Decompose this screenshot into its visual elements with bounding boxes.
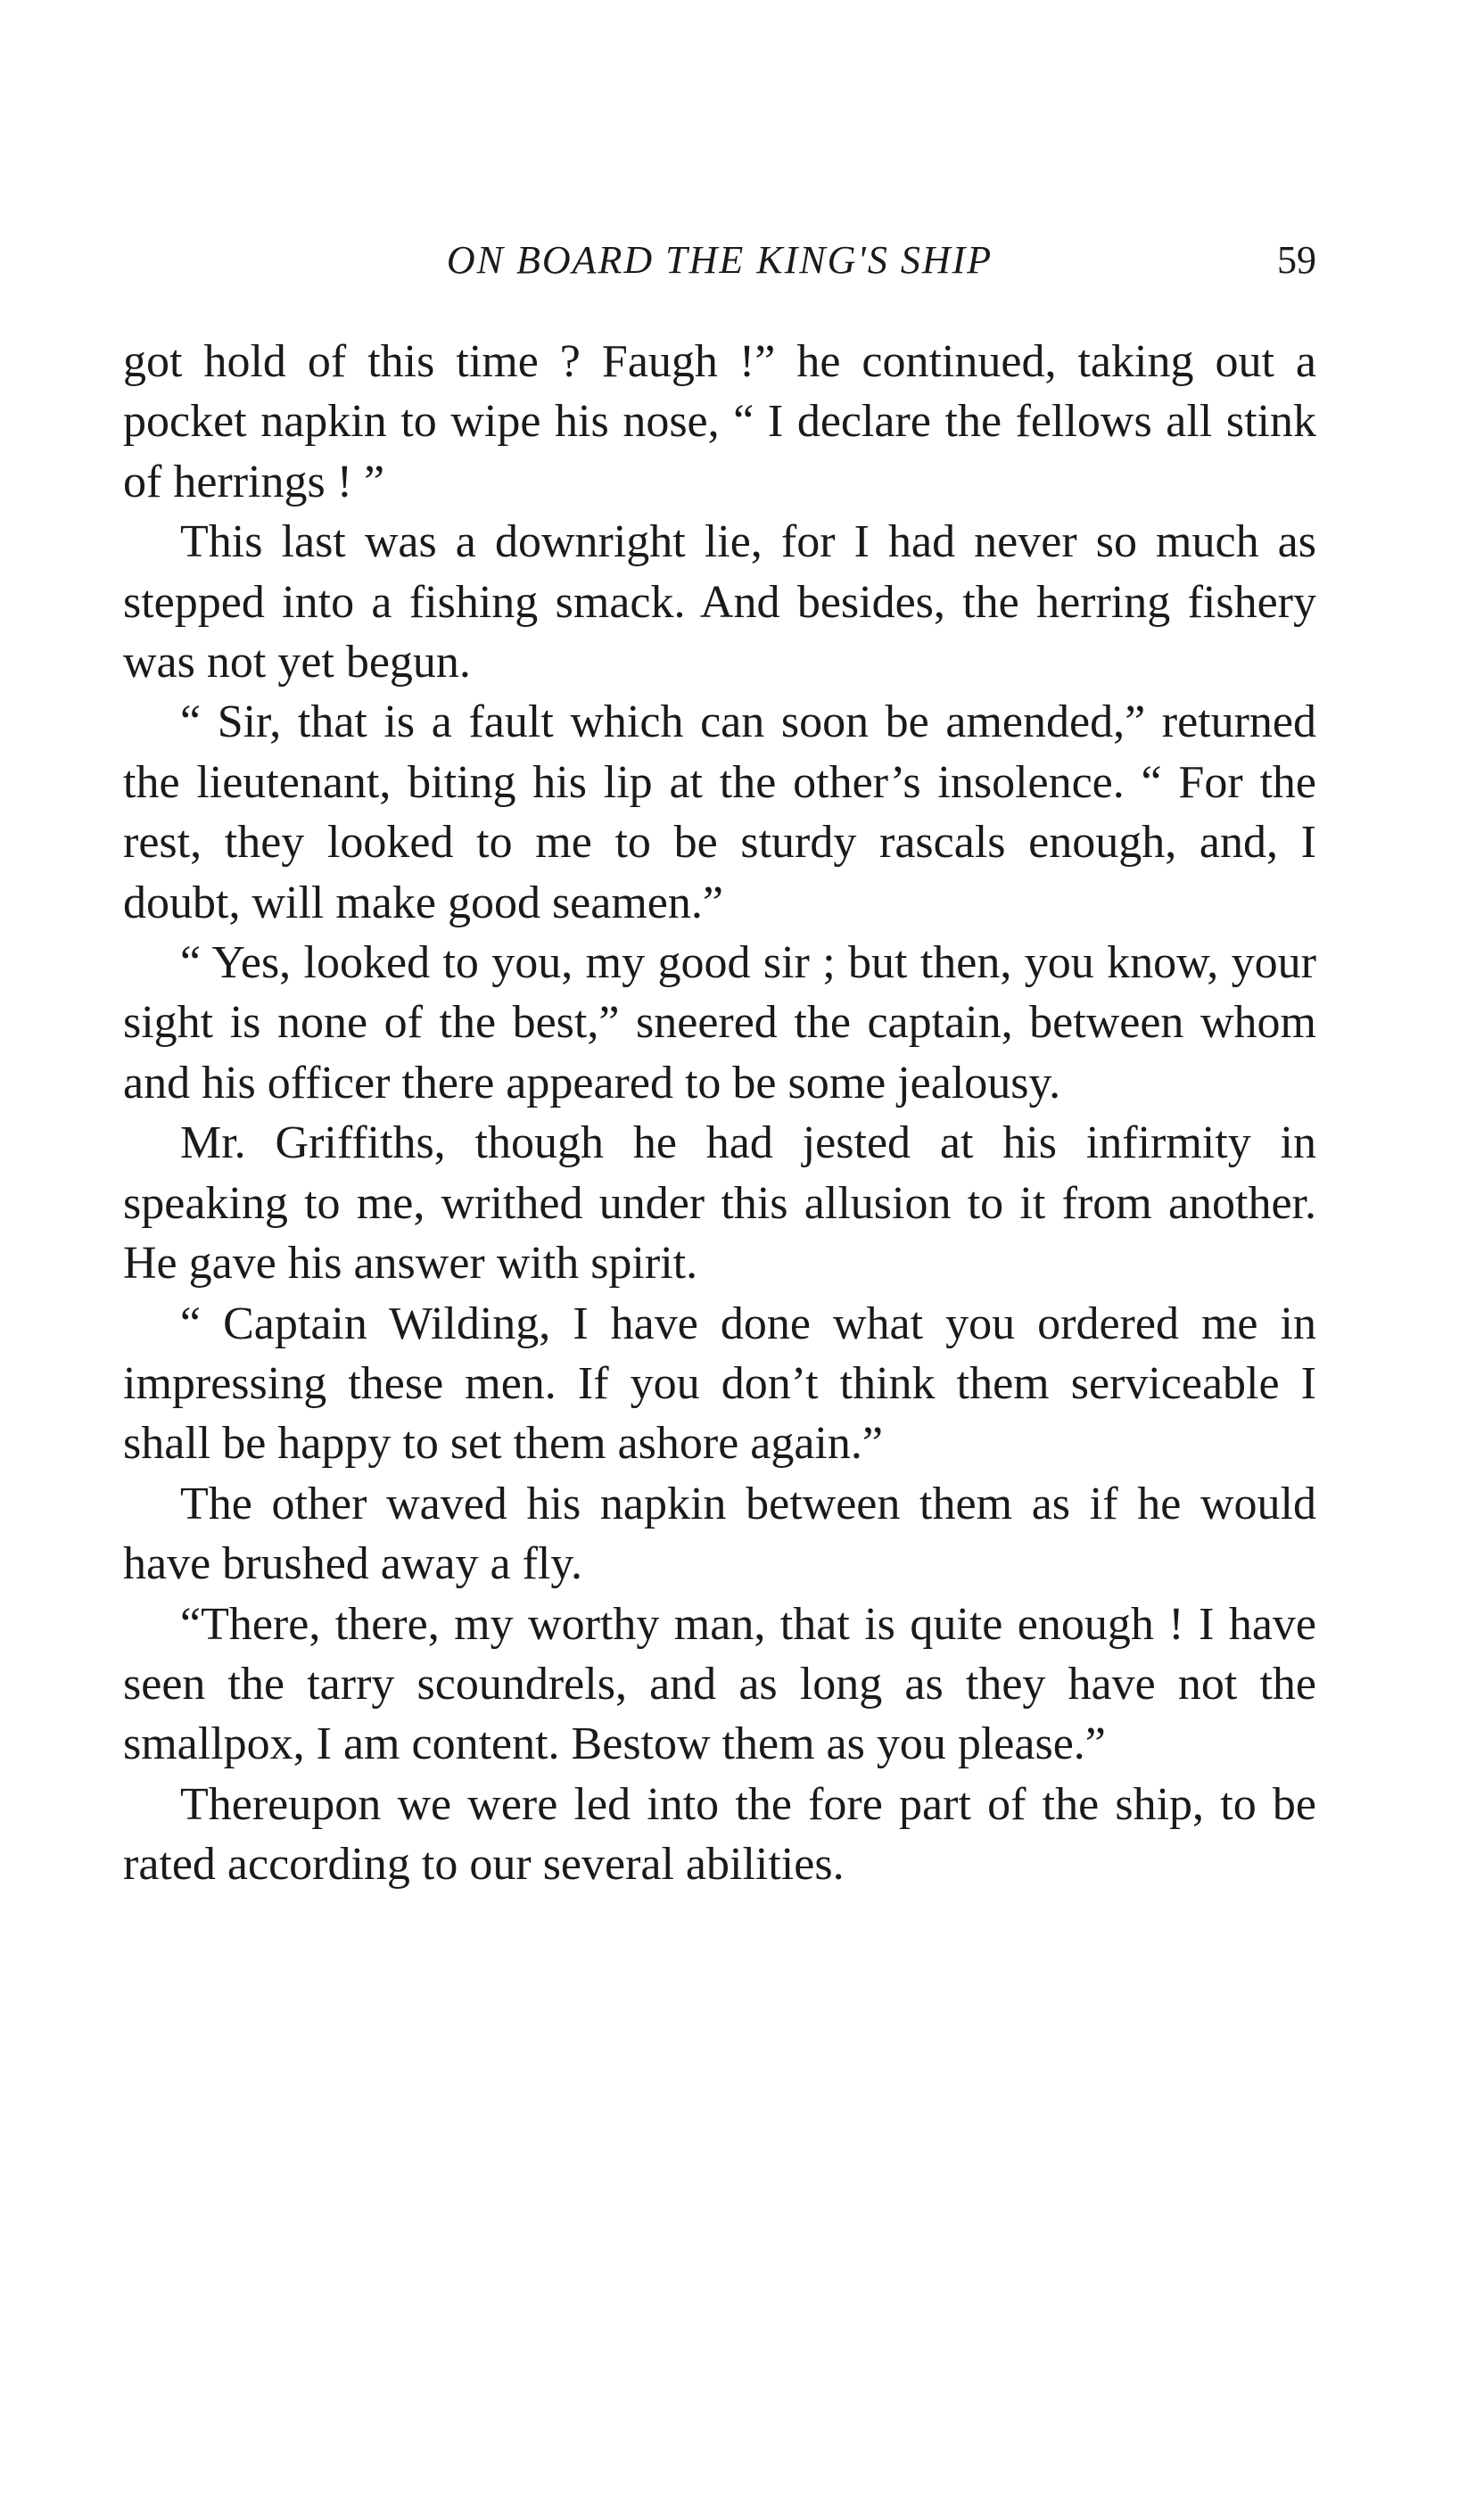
paragraph: This last was a downright lie, for I had never so much as stepped into a fishing smack. And besides, the herring fishery was not yet begun. — [123, 516, 1316, 688]
running-title: ON BOARD THE KING'S SHIP — [446, 238, 993, 282]
paragraph-continued: got hold of this time ? Faugh !” he continued, taking out a pocket napkin to wipe his nose, “ I declare the fellows all stink of herrings ! ” — [123, 336, 1316, 507]
paragraph: The other waved his napkin between them as if he would have brushed away a fly. — [123, 1478, 1316, 1590]
paragraph: Mr. Griffiths, though he had jested at his infirmity in speaking to me, writhed under this allusion to it from another. He gave his answer with spirit. — [123, 1117, 1316, 1290]
paragraph: “ Captain Wilding, I have done what you ordered me in impressing these men. If you don’t think them serviceable I shall be happy to set them ashore again.” — [123, 1298, 1316, 1470]
paragraph: “ Yes, looked to you, my good sir ; but then, you know, your sight is none of the best,” sneered the captain, between whom and his officer there appeared to be some jealousy. — [123, 937, 1316, 1108]
running-head — [123, 234, 1316, 287]
page-number: 59 — [1277, 238, 1316, 282]
paragraph: Thereupon we were led into the fore part of the ship, to be rated according to our several abilities. — [123, 1778, 1316, 1891]
paragraph: “There, there, my worthy man, that is quite enough ! I have seen the tarry scoundrels, and as long as they have not the smallpox, I am content. Bestow them as you please.” — [123, 1598, 1316, 1770]
body-text — [123, 332, 1316, 1895]
paragraph: “ Sir, that is a fault which can soon be amended,” returned the lieutenant, biting his lip at the other’s insolence. “ For the rest, they looked to me to be sturdy rascals enough, and, I doubt, will make good seamen.” — [123, 696, 1316, 928]
